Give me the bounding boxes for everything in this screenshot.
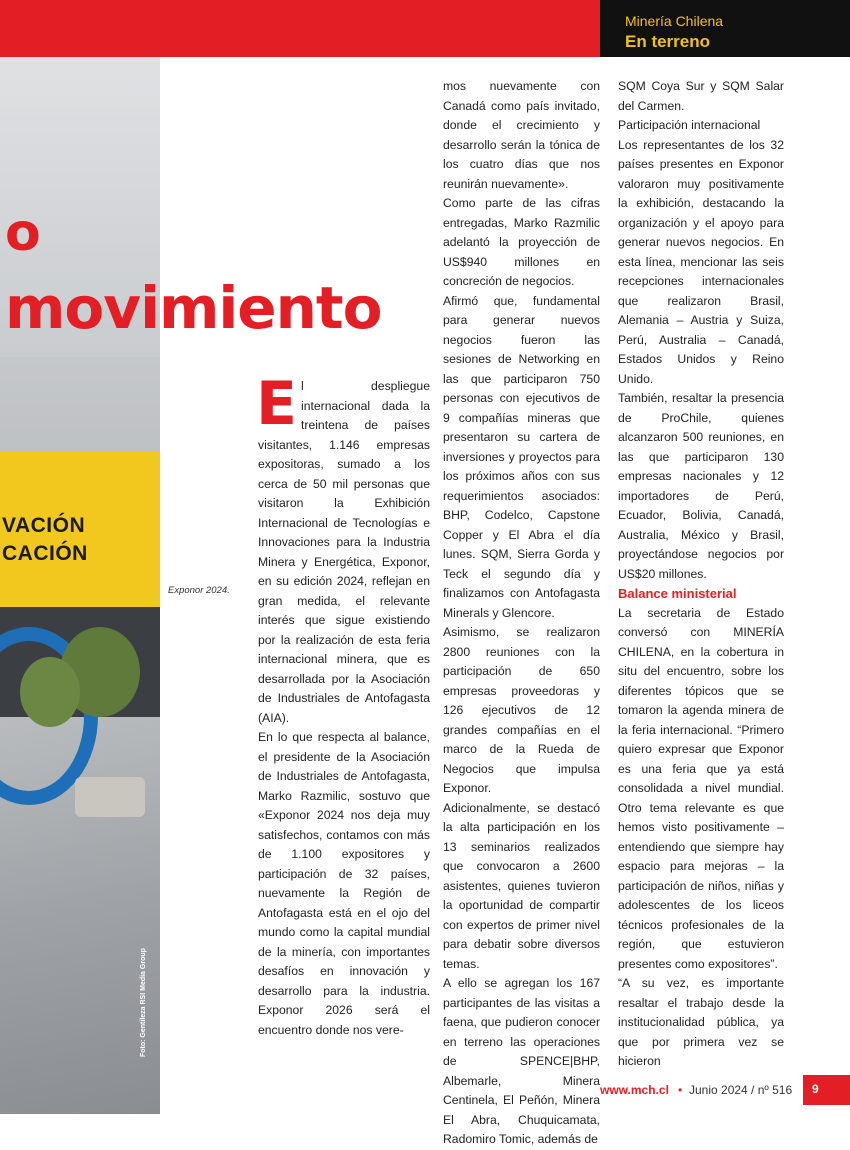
headline-line1: o — [5, 203, 41, 263]
inline-subhead: Participación internacional — [618, 118, 761, 132]
drop-cap: E — [256, 369, 297, 439]
paragraph: Asimismo, se realizaron 2800 reuniones con la participación de 650 empresas proveedoras y 126 ejecutivos de 12 grandes compañías en el marco de la Rueda de Negocios que impulsa Exponor. — [443, 625, 600, 795]
photo-caption: Exponor 2024. — [168, 585, 230, 596]
paragraph: En lo que respecta al balance, el presidente de la Asociación de Industriales de Antofagasta, Marko Razmilic, sostuvo que «Exponor 2024 nos deja muy satisfechos, contamos con más de 1.100 expositores y participación de 32 países, nuevamente la Región de Antofagasta está en el ojo del mundo como la capital mundial de la minería, con importantes desafíos en innovación y desarrollo para la industria. Exponor 2026 será el encuentro donde nos vere- — [258, 730, 430, 1037]
paragraph: Adicionalmente, se destacó la alta participación en los 13 seminarios realizados que convocaron a 2600 asistentes, quienes tuvieron la oportunidad de compartir con expertos de primer nivel para debatir sobre diversos temas. — [443, 800, 600, 971]
page-number-box — [803, 1075, 850, 1105]
banner-text-line1: VACIÓN — [2, 514, 86, 537]
paragraph — [256, 369, 430, 728]
paragraph-text: l despliegue internacional dada la treintena de países visitantes, 1.146 empresas expositoras, sumado a los cerca de 50 mil personas que visitaron la Exhibición Internacional de Tecnologías e Innovaciones para la Industria Minera y Energética, Exponor, en su edición 2024, reflejan en gran medida, el relevante interés que sigue existiendo por la realización de esta feria internacional minera, que es desarrollada por la Asociación de Industriales de Antofagasta (AIA). — [258, 379, 430, 725]
footer-url-link[interactable]: www.mch.cl — [600, 1083, 669, 1097]
paragraph: Los representantes de los 32 países presentes en Exponor valoraron muy positivamente la exhibición, destacando la organización y el apoyo para generar nuevos negocios. En esta línea, mencionar las seis recepciones internacionales que realizaron Brasil, Alemania – Austria y Suiza, Perú, Australia – Canadá, Estados Unidos y Reino Unido. — [618, 137, 784, 386]
paragraph: Como parte de las cifras entregadas, Marko Razmilic adelantó la proyección de US$940 millones en concreción de negocios. — [443, 196, 600, 288]
paragraph: Afirmó que, fundamental para generar nuevos negocios fueron las sesiones de Networking en las que participaron 750 personas con ejecutivos de 9 compañías mineras que presentaron su cartera de inversiones y proyectos para los próximos años con sus requerimientos asociados: BHP, Codelco, Capstone Copper y El Abra el día lunes. SQM, Sierra Gorda y Teck el segundo día y finalizamos con Antofagasta Minerals y Glencore. — [443, 293, 600, 620]
article-column-2 — [443, 77, 600, 1150]
paragraph: A ello se agregan los 167 participantes de las visitas a faena, que pudieron conocer en terreno las operaciones de SPENCE|BHP, Albemarle, Minera Centinela, El Peñón, Minera El Abra, Chuquicamata, Radomiro Tomic, además de — [443, 976, 600, 1146]
paragraph: También, resaltar la presencia de ProChile, quienes alcanzaron 500 reuniones, en las que participaron 130 empresas nacionales y 12 importadores de Perú, Ecuador, Bolivia, Canadá, Australia, México y Brasil, proyectándose negocios por US$20 millones. — [618, 391, 784, 581]
article-column-1 — [256, 369, 430, 1040]
header-red-bar — [0, 0, 600, 57]
photo-credit: Foto: Gentileza RSI Media Group — [140, 948, 147, 1057]
page-number: 9 — [812, 1082, 819, 1096]
footer-issue: Junio 2024 / nº 516 — [689, 1083, 793, 1097]
photo-yellow-banner — [0, 452, 160, 607]
section-title: En terreno — [625, 32, 711, 51]
photo-planter — [75, 777, 145, 817]
photo-tree — [20, 657, 80, 727]
section-subhead: Balance ministerial — [618, 586, 737, 601]
paragraph: “A su vez, es importante resaltar el trabajo desde la institucionalidad pública, ya que por primera vez se hicieron — [618, 976, 784, 1068]
footer-separator: • — [678, 1083, 683, 1097]
paragraph: SQM Coya Sur y SQM Salar del Carmen. — [618, 79, 784, 113]
banner-text-line2: CACIÓN — [2, 542, 88, 565]
headline-line2: movimiento — [5, 274, 382, 342]
section-label: Minería Chilena — [625, 13, 724, 29]
paragraph: mos nuevamente con Canadá como país invitado, donde el crecimiento y desarrollo serán la tónica de los cuatro días que nos reunirán nuevamente». — [443, 79, 600, 191]
article-column-3 — [618, 77, 784, 1072]
paragraph: La secretaria de Estado conversó con MINERÍA CHILENA, en la cobertura in situ del encuentro, sobre los diferentes tópicos que se tomaron la agenda minera de la feria internacional. “Primero quiero expresar que Exponor es una feria que ya está consolidada a nivel mundial. Otro tema relevante es que hemos visto positivamente – entendiendo que siempre hay espacio para mejoras – la participación de niños, niñas y adolescentes de los liceos técnicos profesionales de la región, que estuvieron presentes como expositores”. — [618, 605, 784, 971]
